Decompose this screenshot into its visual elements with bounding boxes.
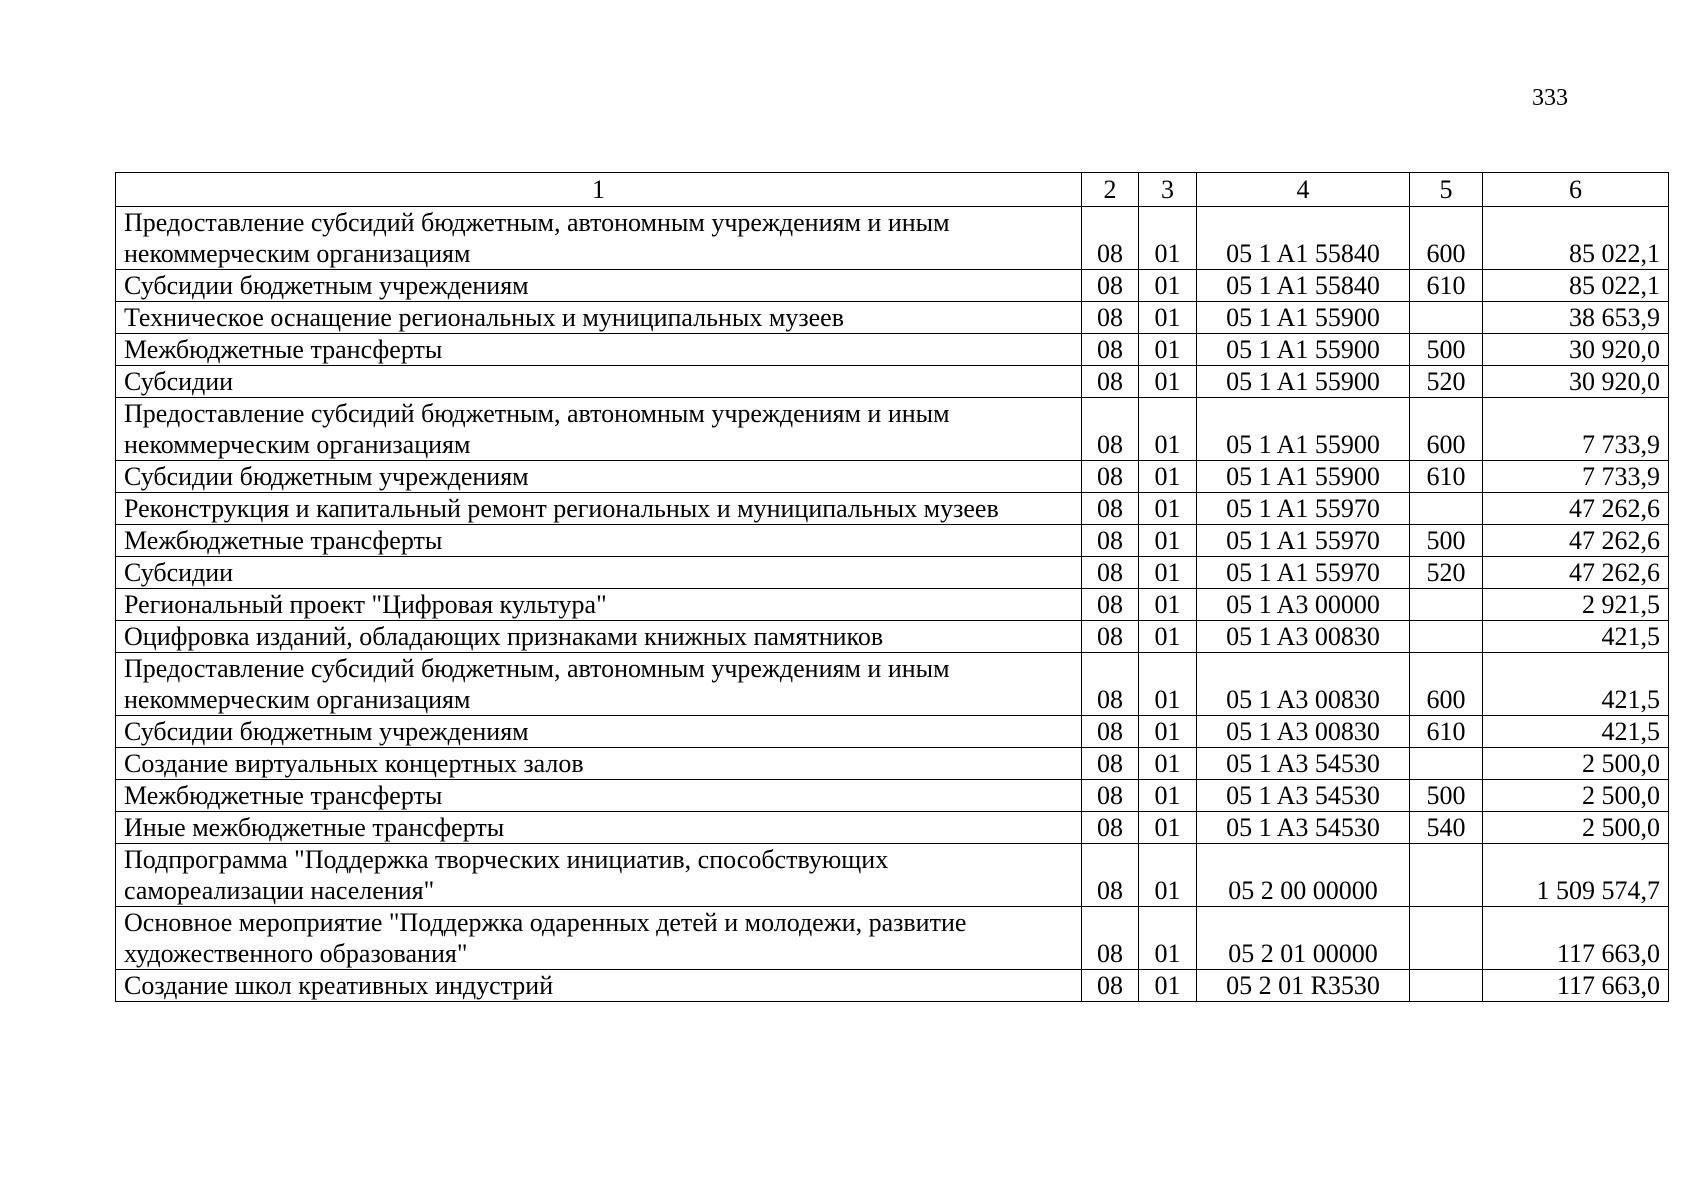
item-name-cell: Подпрограмма "Поддержка творческих инициатив, способствующих самореализации населения" xyxy=(116,844,1082,907)
budget-table xyxy=(115,172,1669,1002)
subsection-code-cell: 01 xyxy=(1139,398,1197,461)
amount-cell: 421,5 xyxy=(1483,653,1669,716)
item-name-cell: Межбюджетные трансферты xyxy=(116,334,1082,366)
section-code-cell: 08 xyxy=(1082,716,1139,748)
target-article-cell: 05 2 00 00000 xyxy=(1197,844,1410,907)
expense-type-cell: 600 xyxy=(1410,653,1483,716)
expense-type-cell: 610 xyxy=(1410,270,1483,302)
item-name-cell: Основное мероприятие "Поддержка одаренных детей и молодежи, развитие художественного образования" xyxy=(116,907,1082,970)
amount-cell: 47 262,6 xyxy=(1483,493,1669,525)
amount-cell: 7 733,9 xyxy=(1483,398,1669,461)
amount-cell: 2 500,0 xyxy=(1483,812,1669,844)
table-header-row xyxy=(116,173,1669,207)
expense-type-cell: 600 xyxy=(1410,398,1483,461)
item-name-cell: Предоставление субсидий бюджетным, автономным учреждениям и иным некоммерческим организациям xyxy=(116,653,1082,716)
section-code-cell: 08 xyxy=(1082,366,1139,398)
table-row xyxy=(116,589,1669,621)
section-code-cell: 08 xyxy=(1082,334,1139,366)
subsection-code-cell: 01 xyxy=(1139,270,1197,302)
section-code-cell: 08 xyxy=(1082,461,1139,493)
section-code-cell: 08 xyxy=(1082,525,1139,557)
table-row xyxy=(116,398,1669,461)
item-name-cell: Межбюджетные трансферты xyxy=(116,525,1082,557)
section-code-cell: 08 xyxy=(1082,748,1139,780)
subsection-code-cell: 01 xyxy=(1139,621,1197,653)
subsection-code-cell: 01 xyxy=(1139,748,1197,780)
table-row xyxy=(116,621,1669,653)
table-row xyxy=(116,716,1669,748)
target-article-cell: 05 1 A3 00000 xyxy=(1197,589,1410,621)
expense-type-cell: 500 xyxy=(1410,780,1483,812)
item-name-cell: Субсидии бюджетным учреждениям xyxy=(116,716,1082,748)
table-row xyxy=(116,525,1669,557)
section-code-cell: 08 xyxy=(1082,812,1139,844)
section-code-cell: 08 xyxy=(1082,302,1139,334)
expense-type-cell: 540 xyxy=(1410,812,1483,844)
section-code-cell: 08 xyxy=(1082,207,1139,270)
subsection-code-cell: 01 xyxy=(1139,907,1197,970)
subsection-code-cell: 01 xyxy=(1139,557,1197,589)
page-number: 333 xyxy=(1532,85,1568,111)
expense-type-cell xyxy=(1410,621,1483,653)
item-name-cell: Межбюджетные трансферты xyxy=(116,780,1082,812)
subsection-code-cell: 01 xyxy=(1139,716,1197,748)
table-row xyxy=(116,302,1669,334)
table-row xyxy=(116,653,1669,716)
item-name-cell: Реконструкция и капитальный ремонт региональных и муниципальных музеев xyxy=(116,493,1082,525)
target-article-cell: 05 2 01 00000 xyxy=(1197,907,1410,970)
target-article-cell: 05 1 A1 55970 xyxy=(1197,525,1410,557)
section-code-cell: 08 xyxy=(1082,621,1139,653)
expense-type-cell xyxy=(1410,970,1483,1002)
item-name-cell: Субсидии бюджетным учреждениям xyxy=(116,270,1082,302)
section-code-cell: 08 xyxy=(1082,270,1139,302)
table-row xyxy=(116,557,1669,589)
expense-type-cell xyxy=(1410,493,1483,525)
expense-type-cell xyxy=(1410,907,1483,970)
section-code-cell: 08 xyxy=(1082,589,1139,621)
expense-type-cell: 520 xyxy=(1410,557,1483,589)
subsection-code-cell: 01 xyxy=(1139,366,1197,398)
header-col-4: 4 xyxy=(1197,173,1410,207)
item-name-cell: Оцифровка изданий, обладающих признаками книжных памятников xyxy=(116,621,1082,653)
amount-cell: 7 733,9 xyxy=(1483,461,1669,493)
target-article-cell: 05 1 A1 55840 xyxy=(1197,207,1410,270)
amount-cell: 85 022,1 xyxy=(1483,207,1669,270)
header-col-3: 3 xyxy=(1139,173,1197,207)
header-col-5: 5 xyxy=(1410,173,1483,207)
target-article-cell: 05 1 A1 55970 xyxy=(1197,493,1410,525)
table-row xyxy=(116,812,1669,844)
expense-type-cell xyxy=(1410,844,1483,907)
expense-type-cell: 600 xyxy=(1410,207,1483,270)
table-row xyxy=(116,366,1669,398)
table-row xyxy=(116,270,1669,302)
target-article-cell: 05 1 A3 00830 xyxy=(1197,716,1410,748)
section-code-cell: 08 xyxy=(1082,907,1139,970)
subsection-code-cell: 01 xyxy=(1139,589,1197,621)
table-row xyxy=(116,748,1669,780)
section-code-cell: 08 xyxy=(1082,557,1139,589)
item-name-cell: Региональный проект "Цифровая культура" xyxy=(116,589,1082,621)
amount-cell: 47 262,6 xyxy=(1483,525,1669,557)
header-col-6: 6 xyxy=(1483,173,1669,207)
table-row xyxy=(116,493,1669,525)
section-code-cell: 08 xyxy=(1082,493,1139,525)
amount-cell: 1 509 574,7 xyxy=(1483,844,1669,907)
expense-type-cell xyxy=(1410,748,1483,780)
table-row xyxy=(116,780,1669,812)
target-article-cell: 05 1 A1 55970 xyxy=(1197,557,1410,589)
target-article-cell: 05 1 A1 55900 xyxy=(1197,302,1410,334)
target-article-cell: 05 1 A1 55840 xyxy=(1197,270,1410,302)
target-article-cell: 05 1 A3 00830 xyxy=(1197,621,1410,653)
section-code-cell: 08 xyxy=(1082,398,1139,461)
expense-type-cell: 500 xyxy=(1410,334,1483,366)
subsection-code-cell: 01 xyxy=(1139,780,1197,812)
amount-cell: 47 262,6 xyxy=(1483,557,1669,589)
expense-type-cell: 610 xyxy=(1410,716,1483,748)
amount-cell: 2 500,0 xyxy=(1483,780,1669,812)
table-row xyxy=(116,970,1669,1002)
expense-type-cell xyxy=(1410,302,1483,334)
target-article-cell: 05 1 A1 55900 xyxy=(1197,398,1410,461)
amount-cell: 421,5 xyxy=(1483,716,1669,748)
subsection-code-cell: 01 xyxy=(1139,844,1197,907)
target-article-cell: 05 1 A3 54530 xyxy=(1197,748,1410,780)
section-code-cell: 08 xyxy=(1082,970,1139,1002)
item-name-cell: Предоставление субсидий бюджетным, автономным учреждениям и иным некоммерческим организациям xyxy=(116,398,1082,461)
section-code-cell: 08 xyxy=(1082,844,1139,907)
subsection-code-cell: 01 xyxy=(1139,493,1197,525)
amount-cell: 117 663,0 xyxy=(1483,970,1669,1002)
section-code-cell: 08 xyxy=(1082,780,1139,812)
target-article-cell: 05 1 A1 55900 xyxy=(1197,366,1410,398)
expense-type-cell: 520 xyxy=(1410,366,1483,398)
target-article-cell: 05 1 A3 54530 xyxy=(1197,780,1410,812)
subsection-code-cell: 01 xyxy=(1139,302,1197,334)
amount-cell: 117 663,0 xyxy=(1483,907,1669,970)
item-name-cell: Субсидии бюджетным учреждениям xyxy=(116,461,1082,493)
expense-type-cell xyxy=(1410,589,1483,621)
expense-type-cell: 500 xyxy=(1410,525,1483,557)
amount-cell: 38 653,9 xyxy=(1483,302,1669,334)
item-name-cell: Создание школ креативных индустрий xyxy=(116,970,1082,1002)
item-name-cell: Иные межбюджетные трансферты xyxy=(116,812,1082,844)
target-article-cell: 05 1 A3 00830 xyxy=(1197,653,1410,716)
section-code-cell: 08 xyxy=(1082,653,1139,716)
table-row xyxy=(116,907,1669,970)
subsection-code-cell: 01 xyxy=(1139,207,1197,270)
amount-cell: 2 921,5 xyxy=(1483,589,1669,621)
table-row xyxy=(116,334,1669,366)
subsection-code-cell: 01 xyxy=(1139,461,1197,493)
subsection-code-cell: 01 xyxy=(1139,653,1197,716)
subsection-code-cell: 01 xyxy=(1139,334,1197,366)
amount-cell: 30 920,0 xyxy=(1483,334,1669,366)
subsection-code-cell: 01 xyxy=(1139,812,1197,844)
subsection-code-cell: 01 xyxy=(1139,970,1197,1002)
item-name-cell: Субсидии xyxy=(116,557,1082,589)
expense-type-cell: 610 xyxy=(1410,461,1483,493)
amount-cell: 85 022,1 xyxy=(1483,270,1669,302)
subsection-code-cell: 01 xyxy=(1139,525,1197,557)
header-col-1: 1 xyxy=(116,173,1082,207)
item-name-cell: Создание виртуальных концертных залов xyxy=(116,748,1082,780)
target-article-cell: 05 2 01 R3530 xyxy=(1197,970,1410,1002)
table-row xyxy=(116,461,1669,493)
target-article-cell: 05 1 A1 55900 xyxy=(1197,461,1410,493)
table-body xyxy=(116,207,1669,1002)
amount-cell: 421,5 xyxy=(1483,621,1669,653)
amount-cell: 30 920,0 xyxy=(1483,366,1669,398)
item-name-cell: Техническое оснащение региональных и муниципальных музеев xyxy=(116,302,1082,334)
target-article-cell: 05 1 A1 55900 xyxy=(1197,334,1410,366)
amount-cell: 2 500,0 xyxy=(1483,748,1669,780)
header-col-2: 2 xyxy=(1082,173,1139,207)
item-name-cell: Субсидии xyxy=(116,366,1082,398)
table-row xyxy=(116,207,1669,270)
item-name-cell: Предоставление субсидий бюджетным, автономным учреждениям и иным некоммерческим организациям xyxy=(116,207,1082,270)
table-row xyxy=(116,844,1669,907)
target-article-cell: 05 1 A3 54530 xyxy=(1197,812,1410,844)
